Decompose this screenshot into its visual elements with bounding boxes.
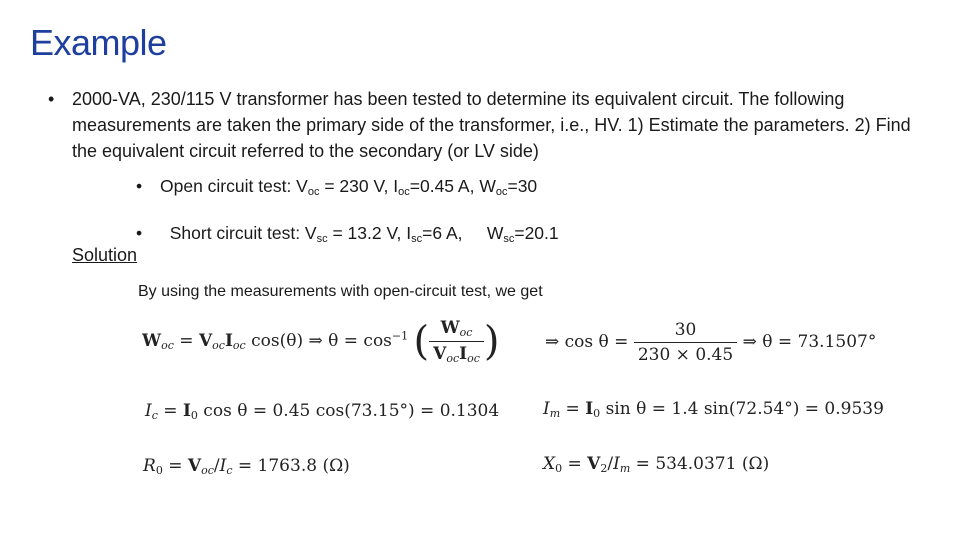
eq-text: = [157,401,183,421]
short-v-sub: sc [316,233,328,245]
eq-text: / [213,456,220,476]
eq-sub: oc [232,339,246,352]
equation-im [543,399,884,420]
eq-sub: m [619,462,631,475]
open-circuit-test [136,176,538,198]
eq-symbol: V [433,344,447,364]
short-w-sub: sc [503,233,515,245]
eq-text: = [173,331,199,351]
eq-sub: 0 [555,462,563,475]
problem-statement [48,86,938,164]
eq-sub: m [549,407,561,420]
eq-symbol: R [143,456,156,476]
short-i-val: =6 A, W [422,223,504,243]
short-v-val: = 13.2 V, I [327,223,412,243]
equation-ic [145,401,499,422]
eq-symbol: V [187,456,202,476]
eq-symbol: I [219,456,227,476]
eq-text: = [562,454,588,474]
eq-text: / [607,454,614,474]
short-i-sub: sc [411,233,423,245]
bullet: • [48,89,55,109]
eq-symbol: I [459,344,468,364]
problem-text: 2000-VA, 230/115 V transformer has been tested to determine its equivalent circuit. The following measurements are taken the primary side of the transformer, i.e., HV. 1) Estimate the parameters. 2) Find the equivalent circuit referred to the secondary (or LV side) [72,89,911,161]
bullet: • [136,176,143,196]
short-w-val: =20.1 [514,223,559,243]
short-circuit-test [136,202,559,245]
eq-text: = [560,399,586,419]
slide-title: Example [30,22,167,63]
eq-sub: 0 [593,407,601,420]
eq-text: ⇒ θ = 73.1507° [737,332,877,352]
eq-symbol: I [145,401,152,421]
eq-text: = 1763.8 (Ω) [232,456,350,476]
eq-symbol: I [224,331,233,351]
solution-intro: By using the measurements with open-circuit test, we get [138,283,543,300]
short-label: Short circuit test: V [169,223,317,243]
eq-symbol: X [543,454,556,474]
eq-sub: 0 [190,409,198,422]
eq-symbol: I [182,401,191,421]
open-w-val: =30 [507,176,538,196]
left-paren: ( [413,318,430,365]
eq-text: ⇒ cos θ = [545,332,634,352]
open-i-sub: oc [398,186,410,198]
eq-sub: oc [446,352,460,365]
eq-num: 30 [634,320,737,343]
fraction [634,320,737,365]
eq-symbol: W [142,331,162,351]
eq-text: sin θ = 1.4 sin(72.54°) = 0.9539 [600,399,884,419]
eq-symbol: I [585,399,594,419]
right-paren: ) [483,318,500,365]
eq-symbol: V [587,454,601,474]
eq-text: cos(θ) ⇒ θ = cos [245,331,392,351]
open-w-sub: oc [495,186,508,198]
eq-symbol: I [543,399,550,419]
eq-sub: c [226,464,233,477]
eq-sub: 0 [155,464,163,477]
fraction [429,318,484,365]
eq-sub: 2 [600,462,608,475]
eq-sup: −1 [391,329,409,343]
solution-heading: Solution [72,245,138,265]
eq-symbol: W [440,318,460,338]
eq-sub: oc [459,326,473,339]
eq-sub: c [151,409,158,422]
eq-symbol: V [198,331,213,351]
equation-r0 [143,456,350,477]
equation-angle [545,320,876,365]
equation-x0 [543,454,769,475]
equation-power [142,318,500,365]
bullet: • [136,223,143,243]
eq-den: 230 × 0.45 [637,345,734,365]
eq-text: = 534.0371 (Ω) [630,454,770,474]
open-i-val: =0.45 A, W [409,176,496,196]
eq-sub: oc [201,464,214,477]
open-v-sub: oc [307,186,320,198]
open-label: Open circuit test: V [160,176,308,196]
eq-sub: oc [212,339,225,352]
eq-text: cos θ = 0.45 cos(73.15°) = 0.1304 [197,401,500,421]
eq-sub: oc [467,352,480,365]
eq-text: = [162,456,188,476]
eq-symbol: I [613,454,620,474]
open-v-val: = 230 V, I [319,176,399,196]
eq-sub: oc [161,339,174,352]
